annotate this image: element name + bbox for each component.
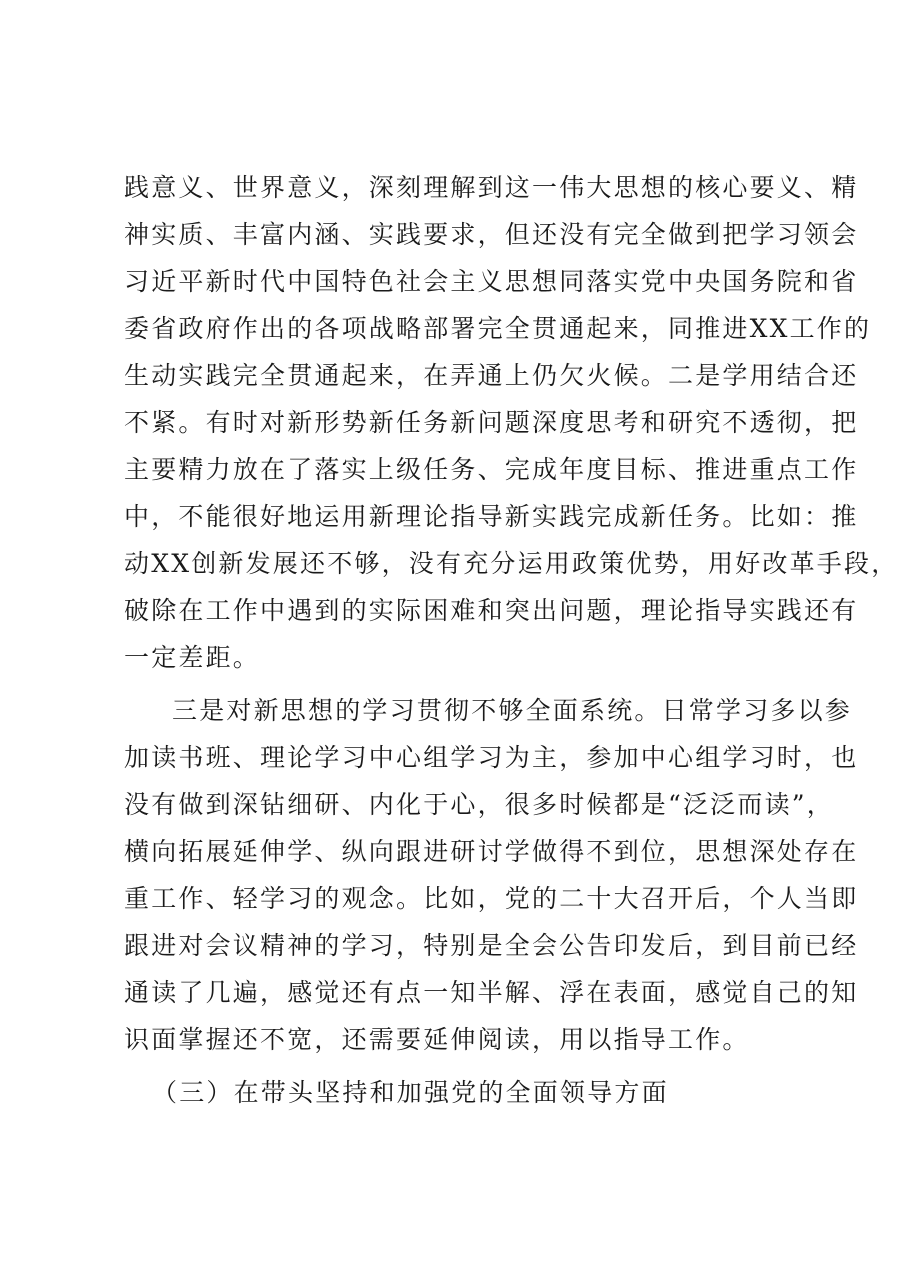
text-line: 习近平新时代中国特色社会主义思想同落实党中央国务院和省 (124, 267, 859, 296)
text-line: 重工作、轻学习的观念。比如，党的二十大召开后，个人当即 (124, 884, 859, 913)
text-line: 通读了几遍，感觉还有点一知半解、浮在表面，感觉自己的知 (124, 978, 859, 1007)
text-line: 不紧。有时对新形势新任务新问题深度思考和研究不透彻，把 (124, 408, 859, 437)
text-line: 跟进对会议精神的学习，特别是全会公告印发后，到目前已经 (124, 931, 859, 960)
text-line: 委省政府作出的各项战略部署完全贯通起来，同推进XX工作的 (124, 314, 872, 343)
text-line: 识面掌握还不宽，还需要延伸阅读，用以指导工作。 (124, 1025, 750, 1054)
text-line: 一定差距。 (124, 643, 261, 672)
text-line: 三是对新思想的学习贯彻不够全面系统。日常学习多以参 (172, 696, 853, 725)
section-heading: （三）在带头坚持和加强党的全面领导方面 (152, 1078, 669, 1107)
text-line: 破除在工作中遇到的实际困难和突出问题，理论指导实践还有 (124, 596, 859, 625)
text-line: 神实质、丰富内涵、实践要求，但还没有完全做到把学习领会 (124, 220, 859, 249)
text-line: 生动实践完全贯通起来，在弄通上仍欠火候。二是学用结合还 (124, 361, 859, 390)
text-line: 横向拓展延伸学、纵向跟进研讨学做得不到位，思想深处存在 (124, 837, 859, 866)
text-line: 加读书班、理论学习中心组学习为主，参加中心组学习时，也 (124, 743, 859, 772)
text-line: 主要精力放在了落实上级任务、完成年度目标、推进重点工作 (124, 455, 859, 484)
text-line: 没有做到深钻细研、内化于心，很多时候都是“泛泛而读”， (124, 790, 834, 819)
text-line: 中，不能很好地运用新理论指导新实践完成新任务。比如：推 (124, 502, 859, 531)
text-line: 践意义、世界意义，深刻理解到这一伟大思想的核心要义、精 (124, 173, 859, 202)
text-line: 动XX创新发展还不够，没有充分运用政策优势，用好改革手段， (124, 549, 899, 578)
